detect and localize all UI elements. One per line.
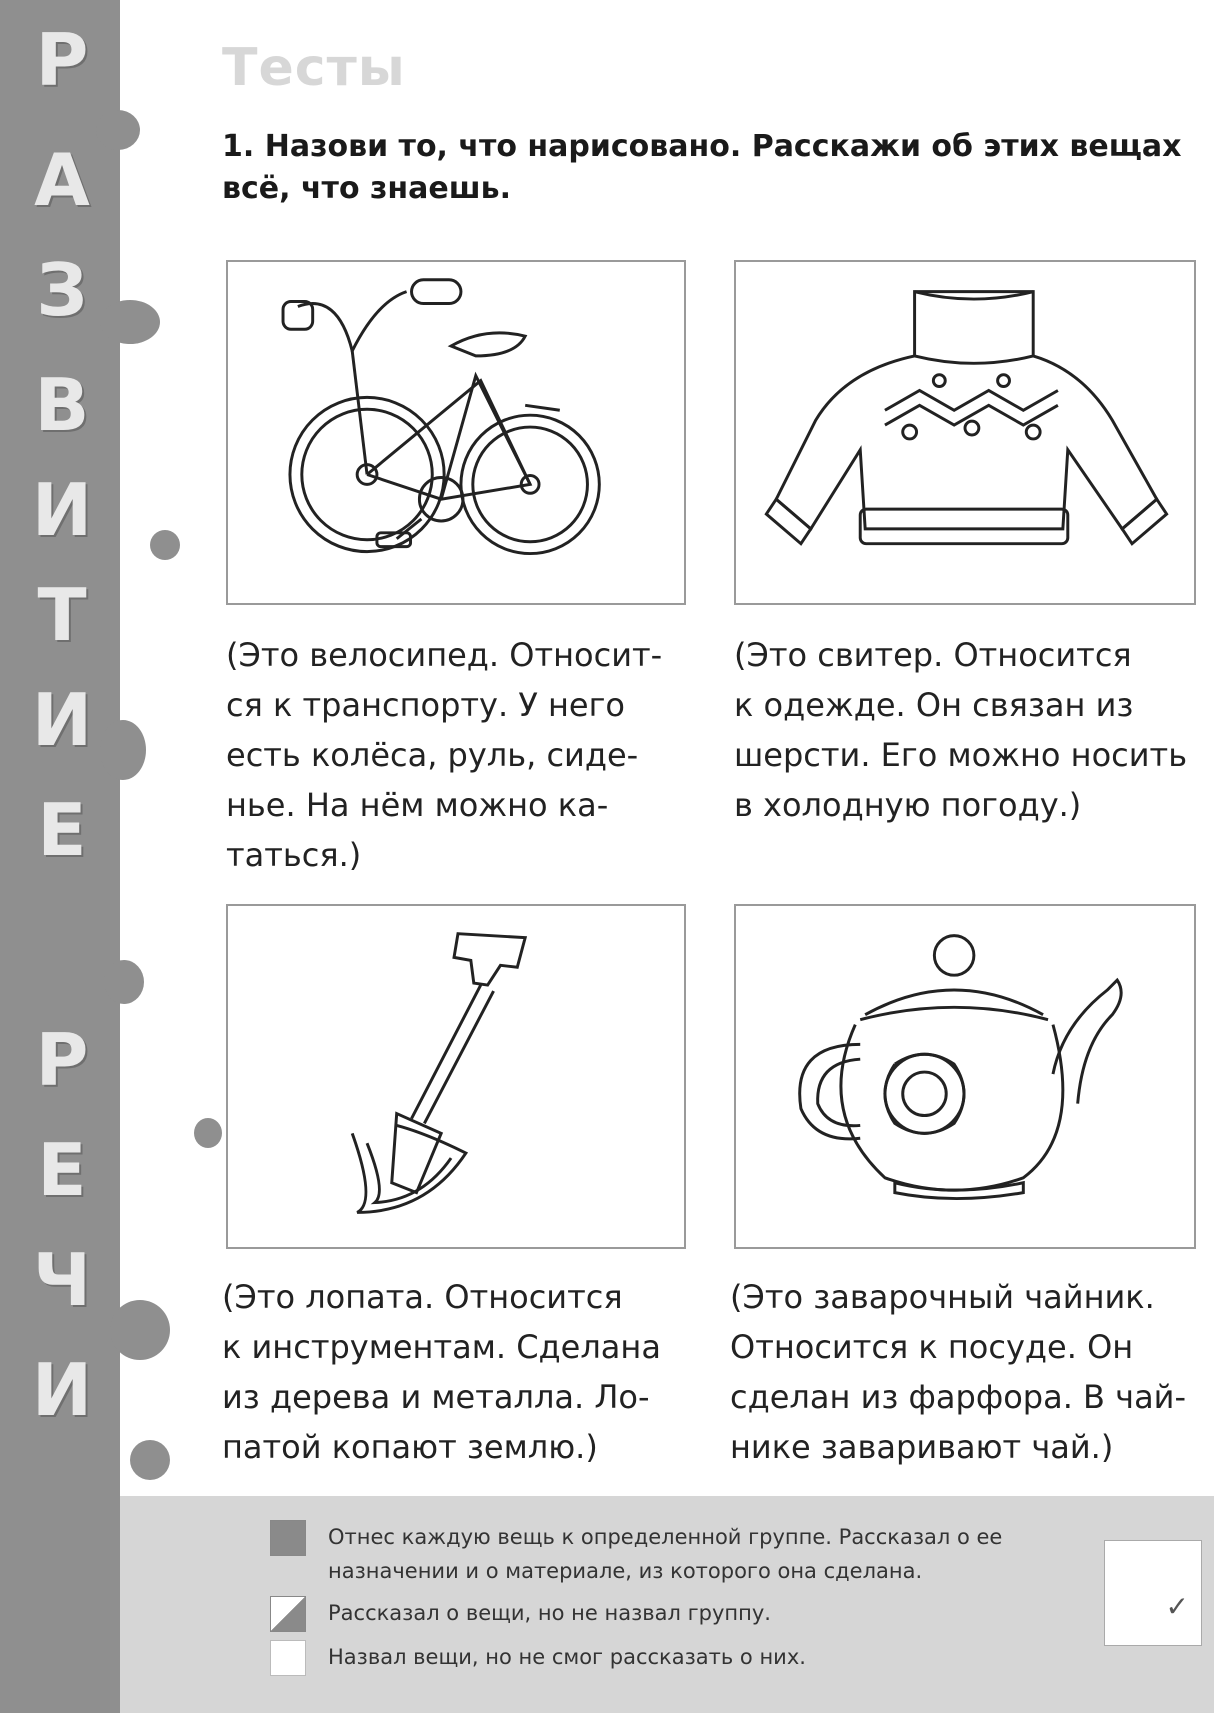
assessment-footer: [120, 1496, 1214, 1713]
task-question: 1. Назови то, что нарисовано. Расскажи об этих вещах всё, что знаешь.: [222, 129, 1182, 206]
picture-card-shovel: [226, 904, 686, 1249]
picture-card-bicycle: [226, 260, 686, 605]
ink-blob: [104, 960, 144, 1004]
score-box[interactable]: [1104, 1540, 1202, 1646]
sidebar-letter: Е: [37, 1128, 87, 1212]
sidebar-letter: В: [34, 363, 90, 447]
sidebar-letter: Р: [35, 1018, 89, 1102]
legend-text: Назвал вещи, но не смог рассказать о них.: [328, 1645, 806, 1669]
half-filled-square-icon: [270, 1596, 306, 1632]
sidebar-letter: Т: [37, 573, 87, 657]
sidebar-letter: И: [31, 678, 93, 762]
legend-text: Рассказал о вещи, но не назвал группу.: [328, 1601, 771, 1625]
sidebar-letter: И: [31, 468, 93, 552]
sidebar-letter: З: [36, 248, 88, 332]
legend-text: Отнес каждую вещь к определенной группе. Рассказал о ее назначении и о материале, из которого она сделана.: [328, 1525, 1003, 1583]
teapot-icon: [736, 906, 1194, 1247]
side-banner: [0, 0, 120, 1713]
ink-blob: [110, 1300, 170, 1360]
picture-card-sweater: [734, 260, 1196, 605]
page-title: Тесты: [222, 38, 406, 98]
ink-blob: [100, 720, 146, 780]
shovel-icon: [228, 906, 684, 1247]
item-caption: (Это велосипед. Относит- ся к транспорту. У него есть колёса, руль, сиде- нье. На нём можно ка- таться.): [226, 636, 663, 874]
item-caption: (Это лопата. Относится к инструментам. Сделана из дерева и металла. Ло- патой копают землю.): [222, 1278, 661, 1466]
item-caption: (Это заварочный чайник. Относится к посуде. Он сделан из фарфора. В чай- нике заваривают чай.): [730, 1278, 1187, 1466]
sweater-icon: [736, 262, 1194, 603]
ink-blob: [150, 530, 180, 560]
legend-item-half: [270, 1596, 1088, 1632]
ink-blob: [100, 300, 160, 344]
bicycle-icon: [228, 262, 684, 603]
ink-blob: [130, 1440, 170, 1480]
legend-item-empty: [270, 1640, 1088, 1676]
sidebar-letter: Р: [35, 18, 89, 102]
ink-blob: [194, 1118, 222, 1148]
sidebar-letter: И: [31, 1348, 93, 1432]
empty-square-icon: [270, 1640, 306, 1676]
sidebar-letter: Ч: [32, 1238, 92, 1322]
picture-card-teapot: [734, 904, 1196, 1249]
ink-blob: [96, 110, 140, 150]
sidebar-letter: А: [34, 138, 90, 222]
legend-item-full: [270, 1520, 1088, 1588]
sidebar-letter: Е: [37, 788, 87, 872]
check-mark-icon: ✓: [1165, 1590, 1189, 1623]
item-caption: (Это свитер. Относится к одежде. Он связан из шерсти. Его можно носить в холодную погоду.): [734, 636, 1188, 824]
filled-square-icon: [270, 1520, 306, 1556]
